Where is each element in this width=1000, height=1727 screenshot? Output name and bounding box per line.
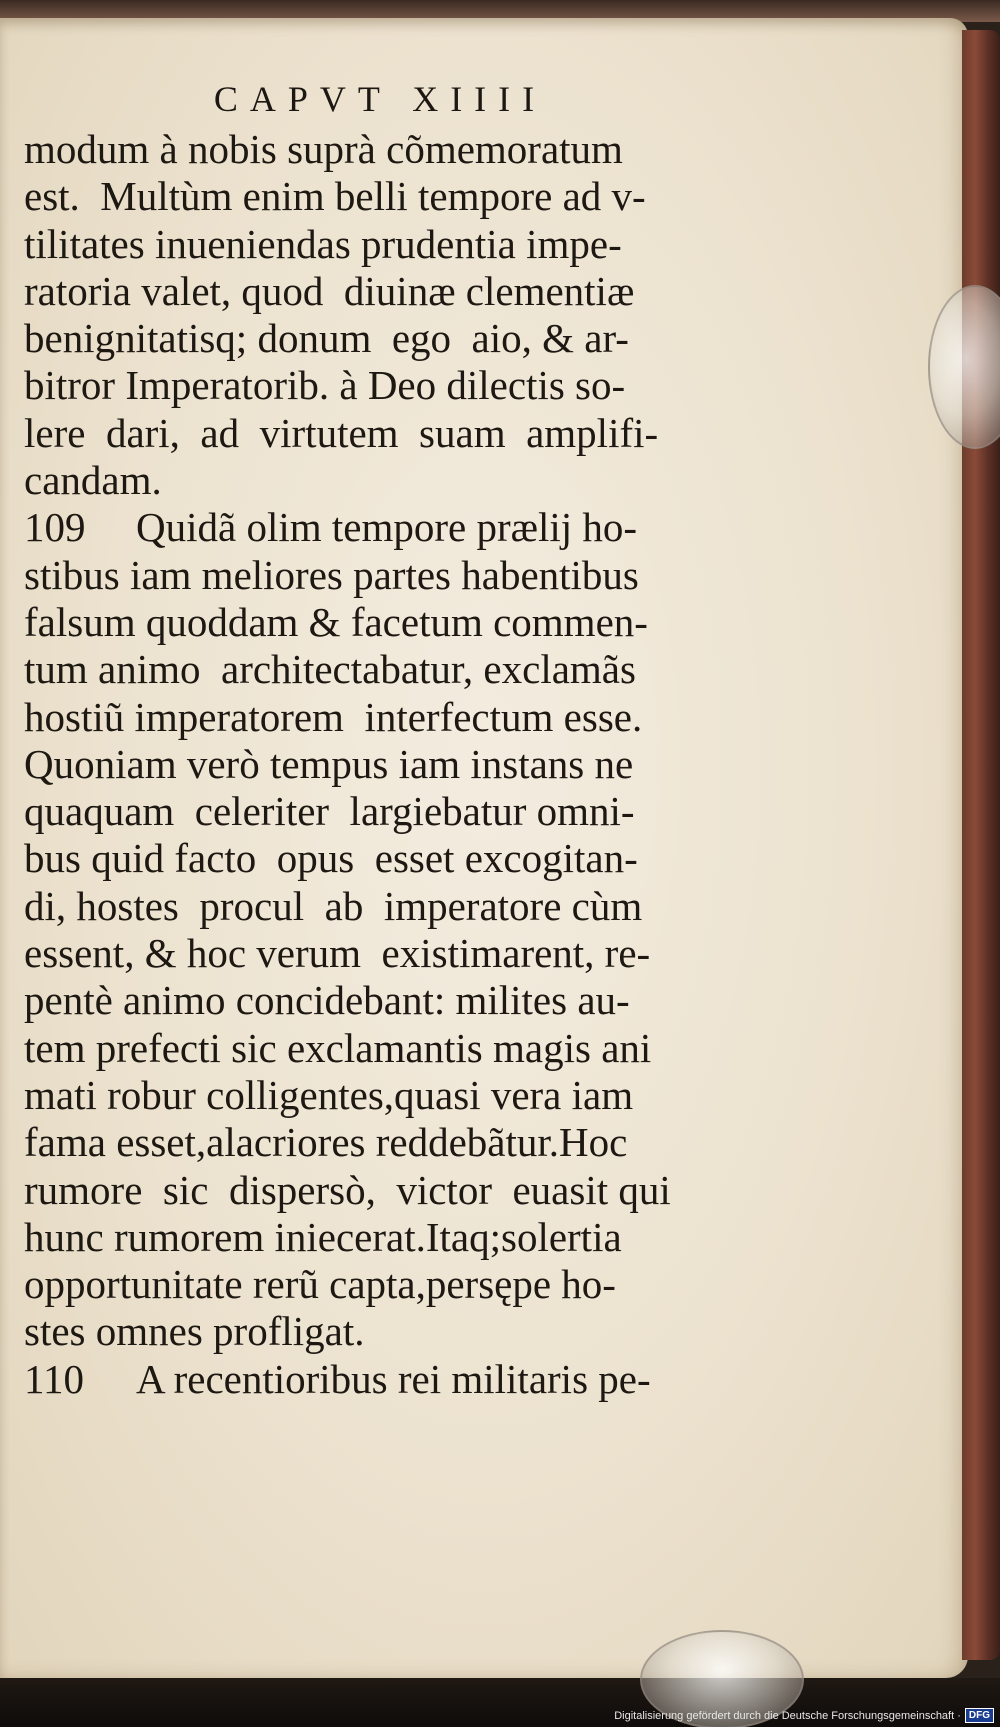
text-line <box>24 788 764 835</box>
text-line <box>24 599 764 646</box>
paragraph-number: 110 <box>24 1355 84 1402</box>
line-text: falsum quoddam & facetum commen- <box>24 598 648 645</box>
line-text: ratoria valet, quod diuinæ clementiæ <box>24 267 635 314</box>
text-line <box>24 883 764 930</box>
line-text: est. Multùm enim belli tempore ad v- <box>24 173 646 220</box>
text-line <box>24 1025 764 1072</box>
text-line <box>24 930 764 977</box>
text-line <box>24 1072 764 1119</box>
line-text: bitror Imperatorib. à Deo dilectis so- <box>24 362 626 409</box>
line-text: tilitates inueniendas prudentia impe- <box>24 220 622 267</box>
text-line <box>24 315 764 362</box>
line-text: lere dari, ad virtutem suam amplifi- <box>24 409 659 456</box>
text-line <box>24 1261 764 1308</box>
line-text: essent, & hoc verum existimarent, re- <box>24 930 651 977</box>
text-line <box>24 457 764 504</box>
line-text: modum à nobis suprà cõmemoratum <box>24 126 623 172</box>
line-text: tum animo architectabatur, exclamãs <box>24 646 636 693</box>
dfg-logo: DFG <box>965 1708 994 1723</box>
line-text: rumore sic dispersò, victor euasit qui <box>24 1166 671 1213</box>
text-line <box>24 694 764 741</box>
digitization-credit <box>614 1708 994 1723</box>
book-page <box>0 18 968 1678</box>
text-line <box>24 173 764 220</box>
line-text: fama esset,alacriores reddebãtur.Hoc <box>24 1119 628 1166</box>
text-line <box>24 268 764 315</box>
line-text: candam. <box>24 457 162 504</box>
line-text: pentè animo concidebant: milites au- <box>24 977 630 1024</box>
line-text: Quoniam verò tempus iam instans ne <box>24 740 634 787</box>
line-text: Quidã olim tempore prælij ho- <box>136 504 638 551</box>
line-text: stibus iam meliores partes habentibus <box>24 551 639 598</box>
line-text: mati robur colligentes,quasi vera iam <box>24 1071 634 1118</box>
credit-text: Digitalisierung gefördert durch die Deutsche Forschungsgemeinschaft · <box>614 1709 961 1722</box>
line-text: A recentioribus rei militaris pe- <box>136 1355 651 1402</box>
text-line <box>24 741 764 788</box>
running-header: CAPVT XIIII <box>213 79 547 119</box>
text-line <box>24 977 764 1024</box>
text-line <box>24 1308 764 1355</box>
line-text: tem prefecti sic exclamantis magis ani <box>24 1024 652 1071</box>
text-line <box>24 126 764 173</box>
line-text: quaquam celeriter largiebatur omni- <box>24 788 635 835</box>
line-text: stes omnes profligat. <box>24 1308 365 1355</box>
book-fore-edge <box>962 30 1000 1660</box>
line-text: di, hostes procul ab imperatore cùm <box>24 882 643 929</box>
line-text: benignitatisq; donum ego aio, & ar- <box>24 315 629 362</box>
paragraph-number: 109 <box>24 504 86 551</box>
line-text: opportunitate rerũ capta,persępe ho- <box>24 1261 616 1308</box>
text-line <box>24 646 764 693</box>
text-line <box>24 410 764 457</box>
text-line <box>24 221 764 268</box>
line-text: bus quid facto opus esset excogitan- <box>24 835 638 882</box>
text-line <box>24 1214 764 1261</box>
paragraph-start-line <box>24 1356 764 1403</box>
text-line <box>24 835 764 882</box>
body-text <box>24 126 764 1403</box>
text-line <box>24 1119 764 1166</box>
line-text: hostiũ imperatorem interfectum esse. <box>24 693 643 740</box>
line-text: hunc rumorem iniecerat.Itaq;solertia <box>24 1213 622 1260</box>
paragraph-start-line <box>24 504 764 551</box>
text-line <box>24 552 764 599</box>
text-line <box>24 362 764 409</box>
text-line <box>24 1167 764 1214</box>
